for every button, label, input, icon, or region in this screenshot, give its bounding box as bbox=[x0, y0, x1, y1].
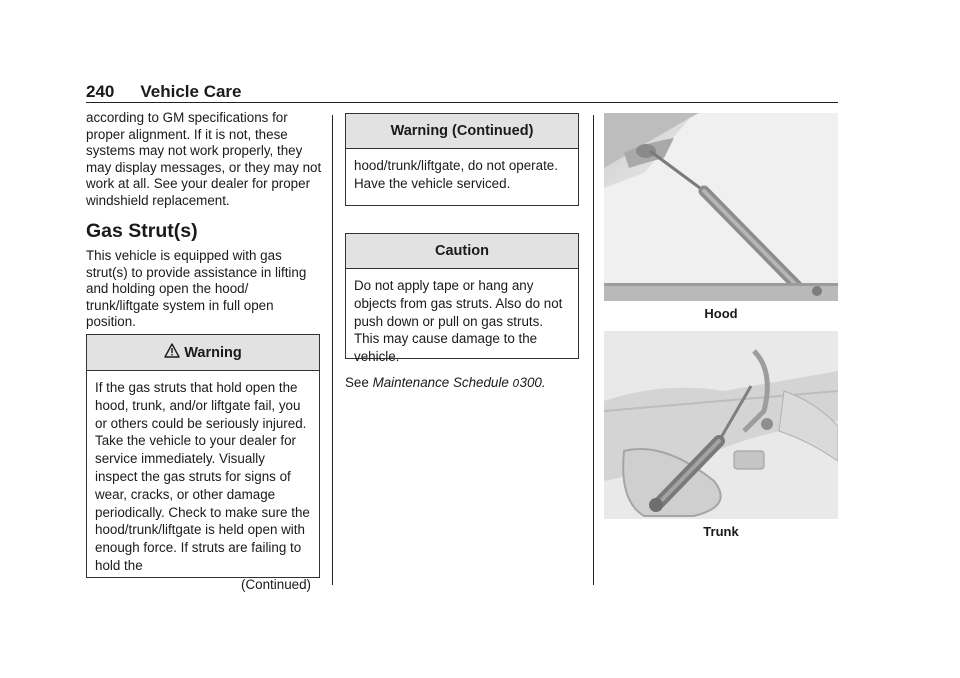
warning-text: If the gas struts that hold open the hood, trunk, and/or liftgate fail, you or others could be seriously injured. Take the vehicle to your dealer for service immediately. Visually inspect the gas struts for signs of wear, cracks, or other damage periodically. Check to make sure the hood/trunk/liftgate is held open with enough force. If struts are failing to hold the bbox=[95, 380, 310, 573]
page-number: 240 bbox=[86, 82, 115, 101]
section-title: Vehicle Care bbox=[140, 82, 242, 101]
body-paragraph: This vehicle is equipped with gas strut(s) to provide assistance in lifting and holding open the hood/ trunk/liftgate system in full open position. bbox=[86, 248, 307, 329]
page-ref-symbol: 0 bbox=[512, 377, 520, 390]
warning-continued-box bbox=[345, 113, 579, 206]
section-heading: Gas Strut(s) bbox=[86, 220, 198, 242]
header-rule bbox=[86, 102, 838, 103]
intro-paragraph: according to GM specifications for proper alignment. If it is not, these systems may not work properly, they may display messages, or they may not work at all. See your dealer for proper windshield replacement. bbox=[86, 110, 322, 208]
page-header bbox=[86, 82, 242, 102]
page-ref-number[interactable]: 300. bbox=[519, 375, 546, 390]
caution-text: Do not apply tape or hang any objects from gas struts. Also do not push down or pull on gas struts. This may cause damage to the vehicle. bbox=[354, 278, 563, 365]
hood-caption: Hood bbox=[704, 306, 738, 321]
column-divider-2 bbox=[593, 115, 594, 585]
see-reference bbox=[345, 375, 585, 393]
warning-continued-text: hood/trunk/liftgate, do not operate. Have the vehicle serviced. bbox=[354, 158, 558, 191]
warning-title: Warning bbox=[184, 344, 242, 361]
maintenance-schedule-link[interactable]: Maintenance Schedule bbox=[372, 375, 509, 390]
hood-figure bbox=[604, 113, 838, 301]
trunk-caption: Trunk bbox=[703, 524, 739, 539]
column-divider-1 bbox=[332, 115, 333, 585]
caution-header: Caution bbox=[346, 234, 578, 269]
see-prefix: See bbox=[345, 375, 369, 390]
trunk-strut-illustration bbox=[604, 331, 838, 519]
warning-box bbox=[86, 334, 320, 592]
trunk-figure bbox=[604, 331, 838, 519]
warning-header bbox=[87, 335, 319, 371]
warning-continued-label: (Continued) bbox=[241, 576, 311, 592]
warning-continued-header: Warning (Continued) bbox=[346, 114, 578, 149]
warning-triangle-icon bbox=[164, 343, 180, 362]
hood-strut-illustration bbox=[604, 113, 838, 301]
caution-box bbox=[345, 233, 579, 365]
